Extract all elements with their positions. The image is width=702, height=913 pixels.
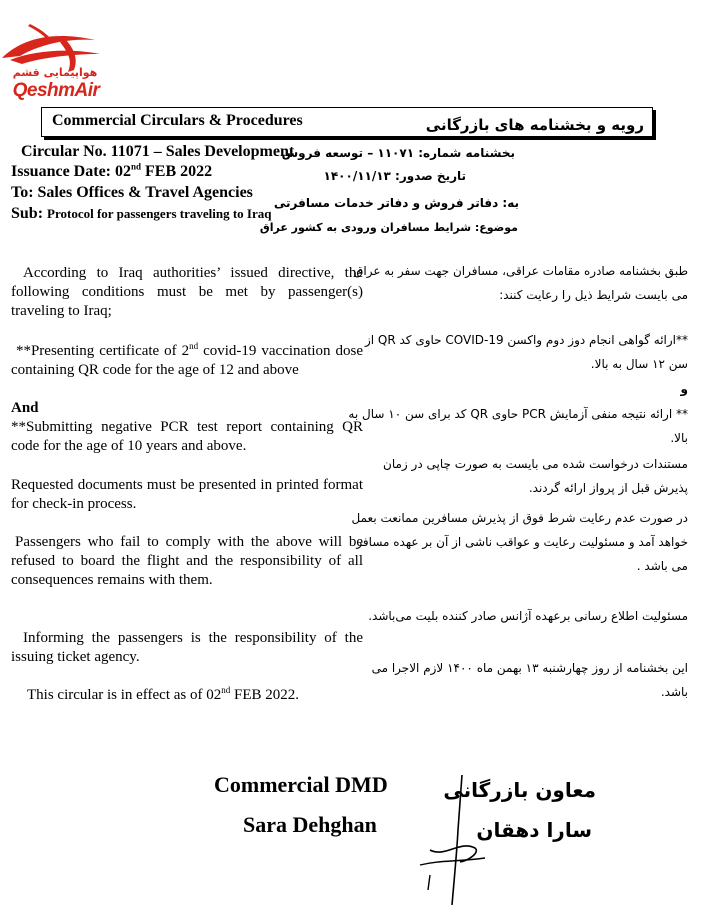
- paragraph-fa-5: در صورت عدم رعایت شرط فوق از پذیرش مسافرین ممانعت بعمل خواهد آمد و مسئولیت رعایت و عواقب ناشی از آن بر عهده مسافر می باشد .: [351, 511, 688, 573]
- paragraph-en-2: **Presenting certificate of 2nd covid-19 vaccination dose containing QR code for the age of 12 and above: [11, 341, 363, 378]
- signature-title-fa: معاون بازرگانی: [443, 778, 596, 802]
- circular-number-fa: بخشنامه شماره: ۱۱۰۷۱ – توسعه فروش: [281, 146, 515, 160]
- brand-name-en: QeshmAir: [12, 80, 100, 101]
- recipients-fa: به: دفاتر فروش و دفاتر خدمات مسافرتی: [273, 196, 519, 210]
- paragraph-en-1: According to Iraq authorities’ issued directive, the following conditions must be met by passenger(s) traveling to Iraq;: [11, 265, 363, 319]
- paragraph-fa-4: مستندات درخواست شده می بایست به صورت چاپی در زمان پذیرش قبل از پرواز ارائه گردند.: [383, 457, 688, 495]
- paragraph-en-5: Passengers who fail to comply with the above will be refused to board the flight and the responsibility of all consequences remains with them.: [11, 534, 363, 588]
- paragraph-en-6: Informing the passengers is the responsibility of the issuing ticket agency.: [11, 630, 363, 665]
- paragraph-en-3: **Submitting negative PCR test report containing QR code for the age of 10 years and above.: [11, 419, 363, 454]
- signature-name-fa: سارا دهقان: [476, 818, 592, 842]
- issuance-date-fa: تاریخ صدور: ۱۴۰۰/۱۱/۱۳: [323, 169, 466, 183]
- paragraph-fa-3: ** ارائه نتیجه منفی آزمایش PCR حاوی QR کد برای سن ۱۰ سال به بالا.: [348, 407, 688, 445]
- signature-name-en: Sara Dehghan: [243, 812, 377, 837]
- and-fa: و: [680, 382, 688, 396]
- brand-name-fa: هواپیمایی قشم: [12, 66, 98, 79]
- paragraph-fa-7: این بخشنامه از روز چهارشنبه ۱۳ بهمن ماه ۱۴۰۰ لازم الاجرا می باشد.: [371, 661, 688, 699]
- circular-number-en: Circular No. 11071 – Sales Development: [21, 143, 295, 160]
- handwritten-signature-icon: [400, 770, 490, 910]
- paragraph-fa-1: طبق بخشنامه صادره مقامات عراقی، مسافران جهت سفر به عراق می بایست شرایط ذیل را رعایت کنند:: [354, 264, 688, 302]
- subject-en: Sub: Protocol for passengers traveling to Iraq: [11, 205, 272, 222]
- paragraph-fa-2: **ارائه گواهی انجام دوز دوم واکسن COVID-19 حاوی کد QR از سن ۱۲ سال به بالا.: [364, 333, 688, 371]
- recipients-en: To: Sales Offices & Travel Agencies: [11, 184, 253, 201]
- issuance-date-en: Issuance Date: 02nd FEB 2022: [11, 161, 213, 180]
- subject-fa: موضوع: شرایط مسافران ورودی به کشور عراق: [259, 221, 518, 234]
- header-title-fa: رویه و بخشنامه های بازرگانی: [425, 116, 644, 134]
- paragraph-fa-6: مسئولیت اطلاع رسانی برعهده آژانس صادر کننده بلیت می‌باشد.: [368, 609, 688, 623]
- paragraph-en-4: Requested documents must be presented in printed format for check-in process.: [11, 477, 363, 512]
- signature-title-en: Commercial DMD: [214, 772, 388, 797]
- and-en: And: [11, 400, 39, 416]
- paragraph-en-7: This circular is in effect as of 02nd FEB 2022.: [27, 685, 300, 703]
- header-title-en: Commercial Circulars & Procedures: [52, 112, 303, 129]
